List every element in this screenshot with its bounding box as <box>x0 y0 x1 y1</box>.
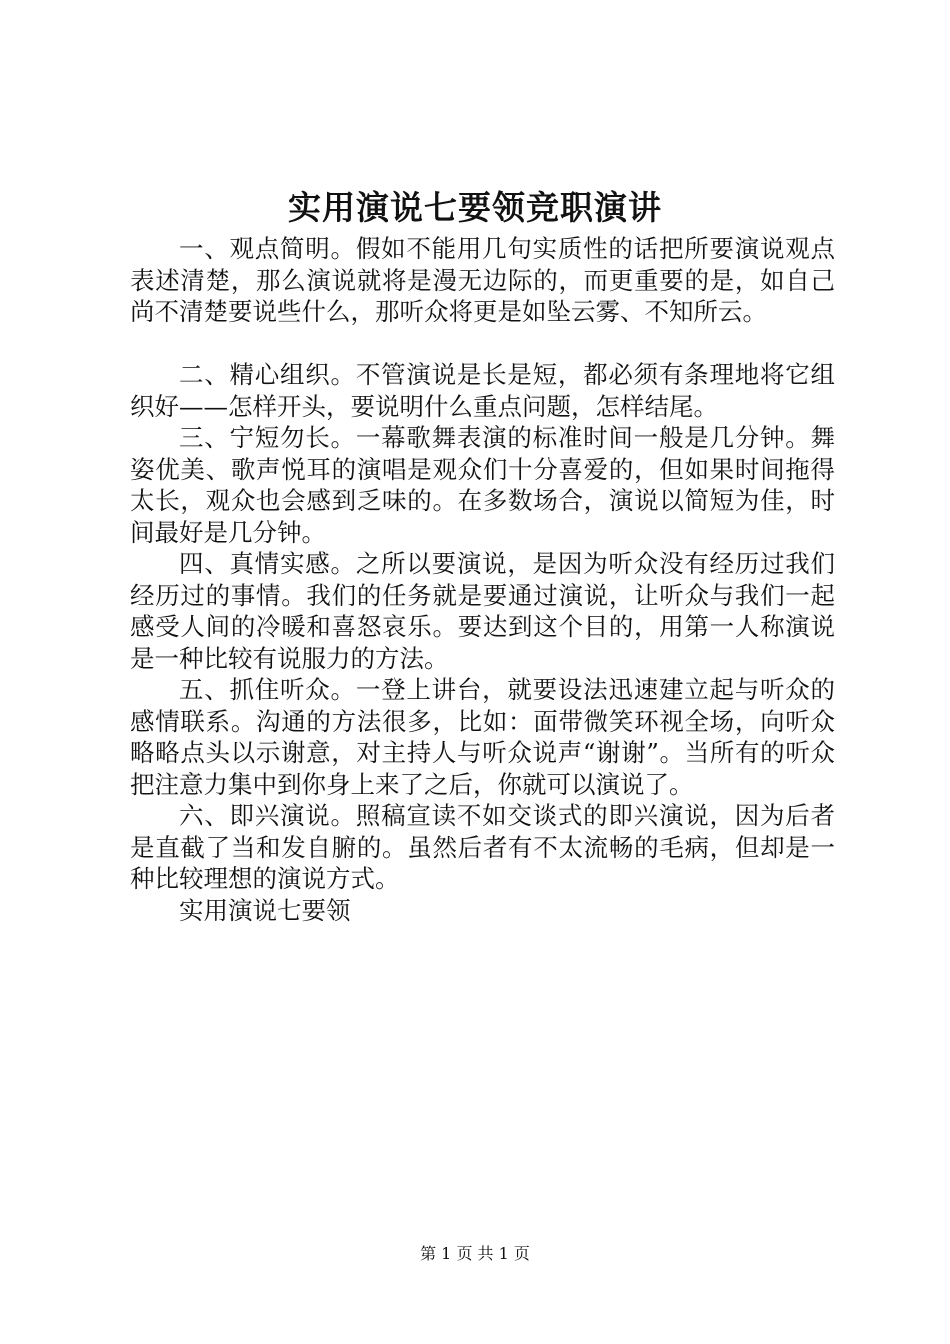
document-body <box>130 233 835 926</box>
paragraph-closing-title: 实用演说七要领 <box>179 895 351 925</box>
paragraph-brevity: 三、宁短勿长。一幕歌舞表演的标准时间一般是几分钟。舞姿优美、歌声悦耳的演唱是观众们十分喜爱的，但如果时间拖得太长，观众也会感到乏味的。在多数场合，演说以简短为佳，时间最好是几分钟。 <box>130 423 835 547</box>
page-footer: 第 1 页 共 1 页 <box>420 1244 530 1263</box>
paragraph-viewpoint: 一、观点简明。假如不能用几句实质性的话把所要演说观点表述清楚，那么演说就将是漫无边际的，而更重要的是，如自己尚不清楚要说些什么，那听众将更是如坠云雾、不知所云。 <box>130 234 835 326</box>
paragraph-sincerity: 四、真情实感。之所以要演说，是因为听众没有经历过我们经历过的事情。我们的任务就是要通过演说，让听众与我们一起感受人间的冷暖和喜怒哀乐。要达到这个目的，用第一人称演说是一种比较有说服力的方法。 <box>130 549 835 673</box>
paragraph-audience: 五、抓住听众。一登上讲台，就要设法迅速建立起与听众的感情联系。沟通的方法很多，比如：面带微笑环视全场，向听众略略点头以示谢意，对主持人与听众说声“谢谢”。当所有的听众把注意力集中到你身上来了之后，你就可以演说了。 <box>130 675 835 799</box>
paragraph-organization: 二、精心组织。不管演说是长是短，都必须有条理地将它组织好——怎样开头，要说明什么重点问题，怎样结尾。 <box>130 360 835 421</box>
document-title: 实用演说七要领竞职演讲 <box>288 188 662 227</box>
paragraph-impromptu: 六、即兴演说。照稿宣读不如交谈式的即兴演说，因为后者是直截了当和发自腑的。虽然后者有不太流畅的毛病，但却是一种比较理想的演说方式。 <box>130 801 835 893</box>
